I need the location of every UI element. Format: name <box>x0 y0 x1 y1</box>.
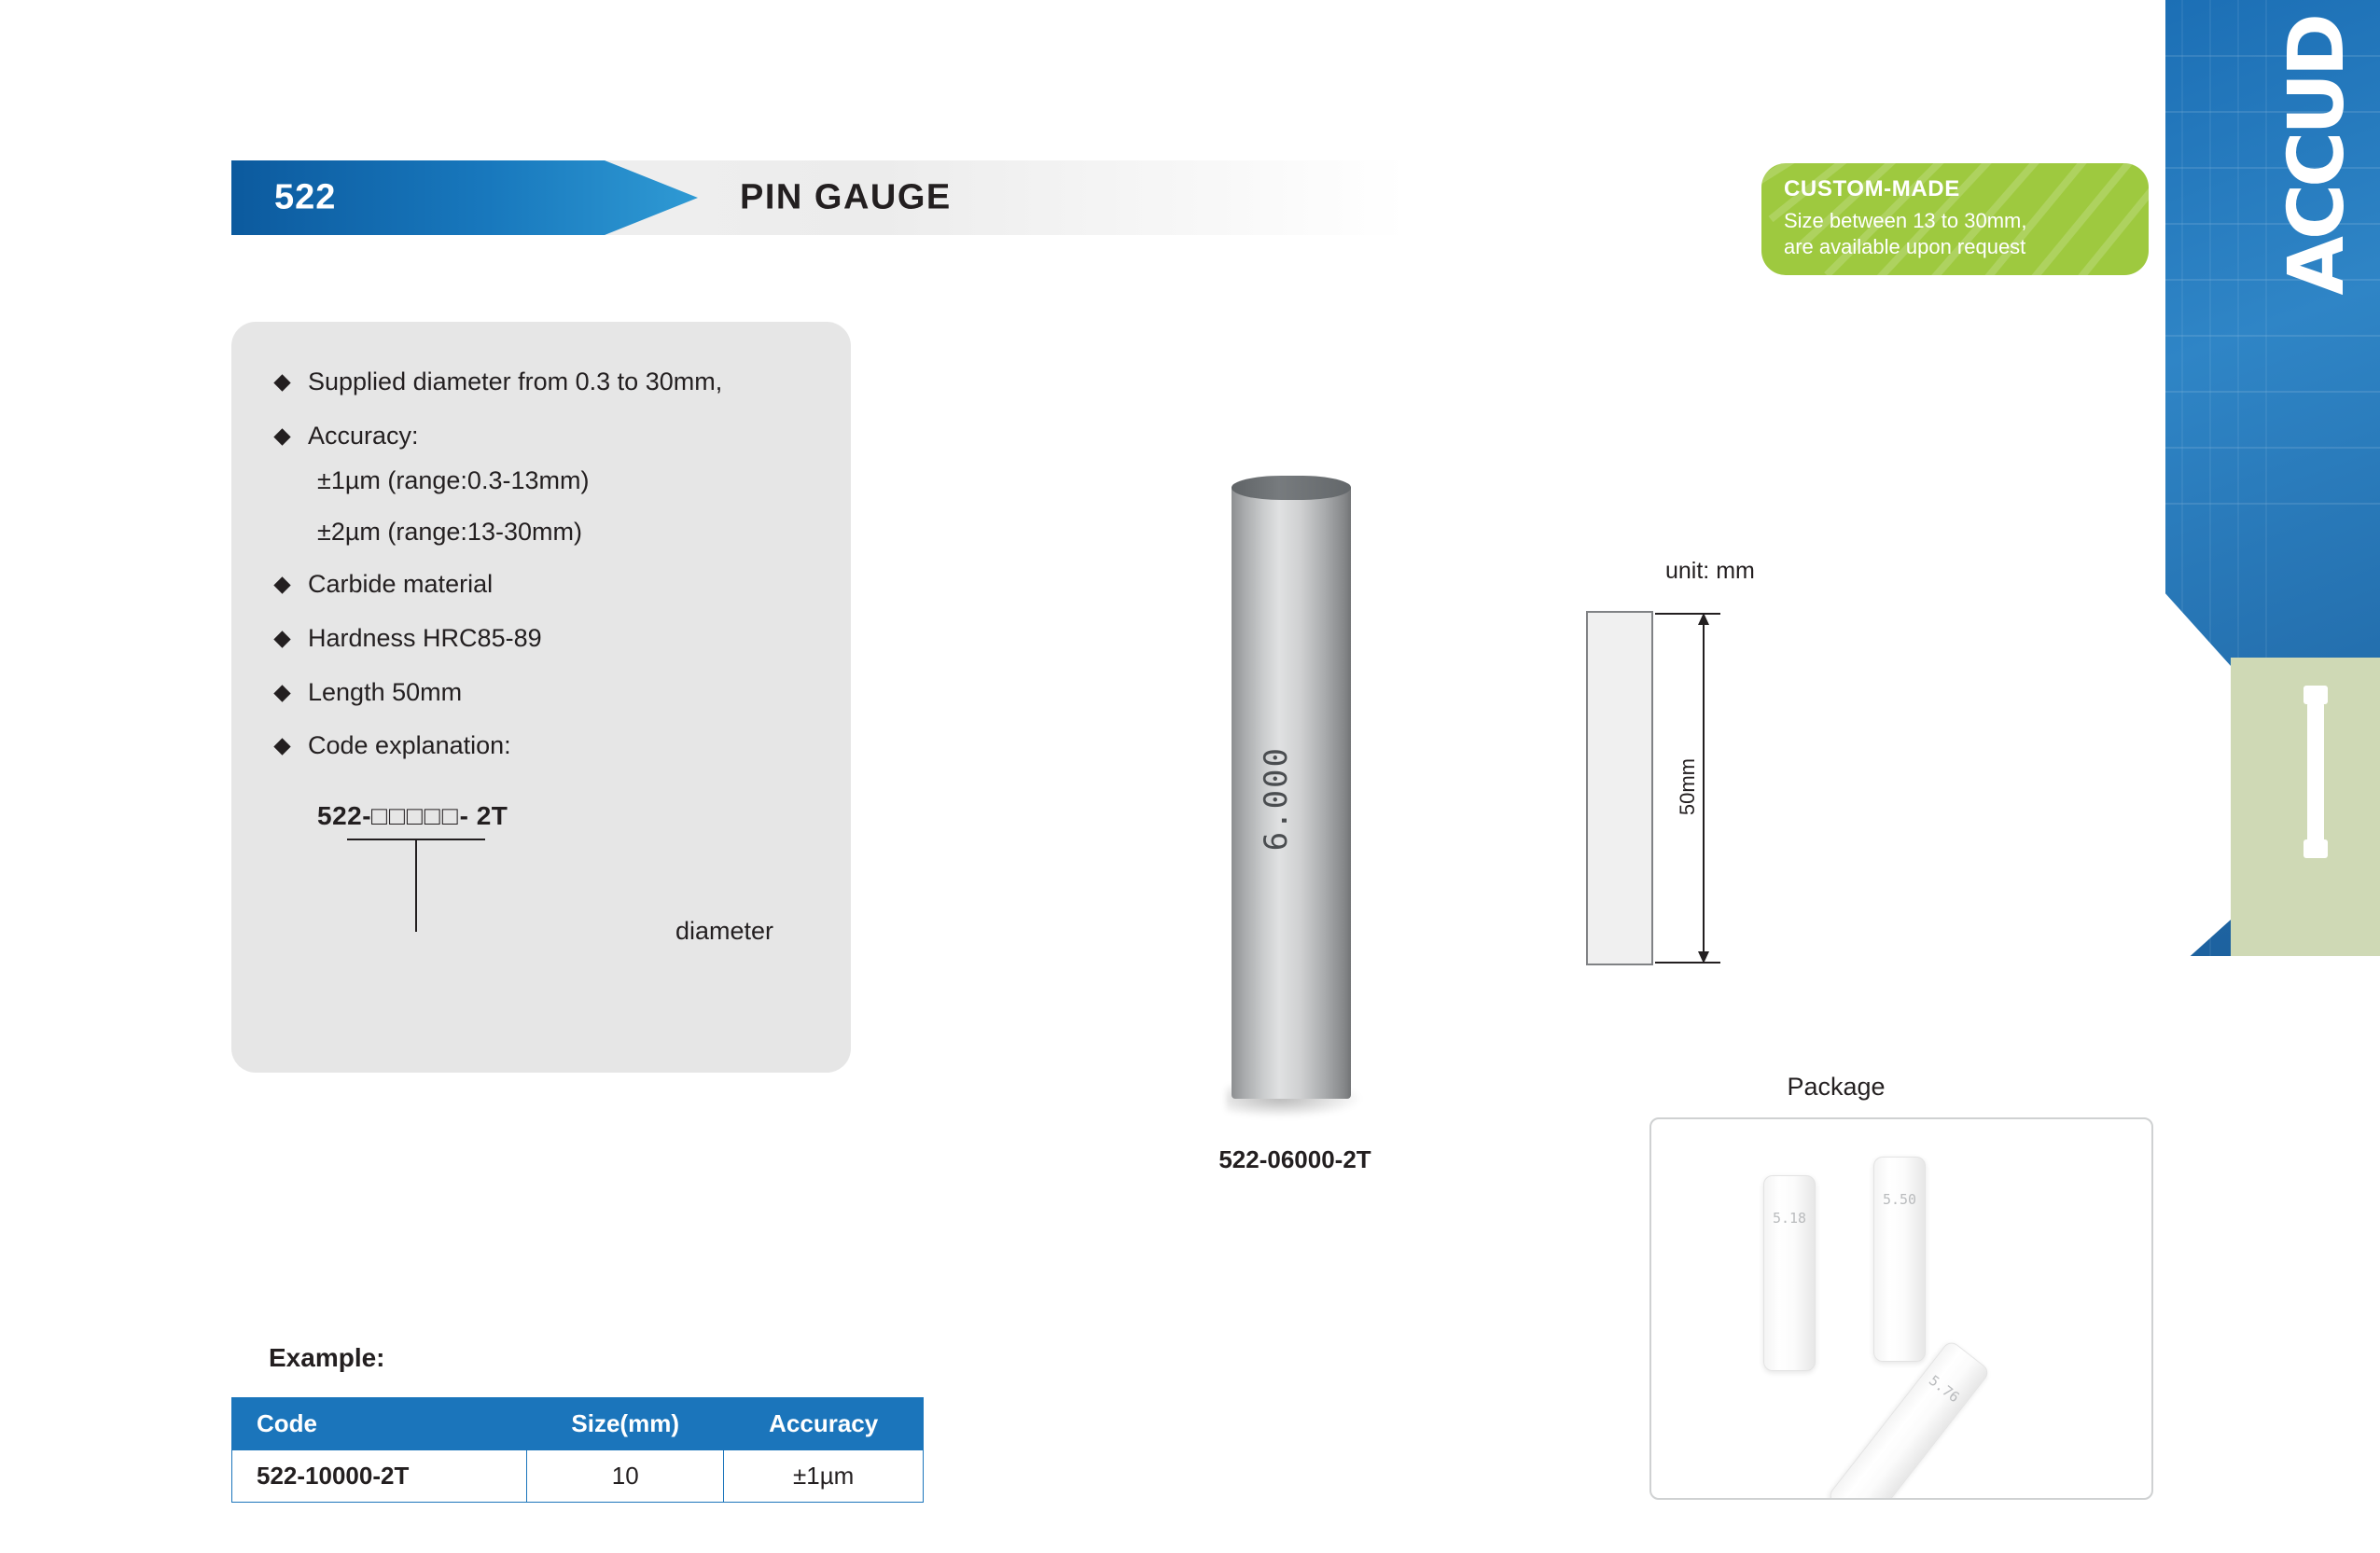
dimension-extension-bottom <box>1655 962 1720 964</box>
specifications-list <box>272 367 814 452</box>
spec-text: Hardness HRC85-89 <box>308 623 542 652</box>
spec-item-material <box>272 569 814 601</box>
dimension-arrow-bottom-icon <box>1698 951 1709 964</box>
package-title: Package <box>1787 1073 1886 1101</box>
package-photo <box>1649 1117 2153 1500</box>
spec-text: Accuracy: <box>308 421 419 450</box>
pin-gauge-icon <box>2303 686 2328 858</box>
spec-item-accuracy <box>272 421 814 452</box>
pin-gauge-top-face <box>1232 476 1351 500</box>
bullet-diamond-icon <box>273 374 290 391</box>
bullet-diamond-icon <box>273 576 290 593</box>
spec-text: Supplied diameter from 0.3 to 30mm, <box>308 367 723 395</box>
unit-label: unit: mm <box>1665 558 1755 584</box>
pin-engraving-text: 6.000 <box>1258 746 1295 852</box>
pin-side-view <box>1586 611 1653 965</box>
bullet-diamond-icon <box>273 685 290 701</box>
page-header <box>231 160 1407 235</box>
specifications-list-2 <box>272 569 814 762</box>
dimension-line <box>1703 613 1705 964</box>
dimension-extension-top <box>1655 613 1720 615</box>
custom-made-title: CUSTOM-MADE <box>1784 176 1960 201</box>
package-pin-3 <box>1827 1339 1991 1500</box>
accuracy-line-1: ±1µm (range:0.3-13mm) <box>317 465 590 494</box>
package-pin-label: 5.50 <box>1882 1191 1917 1208</box>
column-header-size: Size(mm) <box>527 1398 724 1450</box>
table-header-row <box>232 1398 924 1450</box>
cell-size: 10 <box>527 1450 724 1503</box>
package-pin-1 <box>1763 1175 1816 1371</box>
spec-item-hardness <box>272 623 814 655</box>
spec-item-code-explanation <box>272 730 814 762</box>
dimension-length-label: 50mm <box>1676 758 1699 816</box>
column-header-accuracy: Accuracy <box>724 1398 924 1450</box>
code-prefix: 522- <box>317 801 372 830</box>
example-label: Example: <box>269 1343 385 1372</box>
spec-item-length <box>272 677 814 709</box>
dimension-arrow-top-icon <box>1698 613 1709 625</box>
accuracy-line-2: ±2µm (range:13-30mm) <box>317 518 582 547</box>
bullet-diamond-icon <box>273 739 290 756</box>
cell-code: 522-10000-2T <box>232 1450 527 1503</box>
code-format <box>317 801 814 831</box>
spec-text: Code explanation: <box>308 731 511 760</box>
package-pin-label: 5.76 <box>1926 1371 1963 1407</box>
spec-item-diameter <box>272 367 814 398</box>
product-photo <box>1213 466 1371 1138</box>
page-title: PIN GAUGE <box>740 177 952 217</box>
package-pin-label: 5.18 <box>1772 1210 1807 1227</box>
bullet-diamond-icon <box>273 631 290 647</box>
code-callout-label: diameter <box>675 917 774 945</box>
custom-made-line2: are available upon request <box>1784 235 2026 259</box>
code-boxes: □□□□□ <box>371 801 460 830</box>
spec-text: Length 50mm <box>308 677 463 706</box>
product-caption: 522-06000-2T <box>1218 1145 1371 1173</box>
example-table <box>231 1397 924 1503</box>
brand-logo: ACCUD <box>2273 17 2362 296</box>
table-row <box>232 1450 924 1503</box>
package-pin-2 <box>1873 1157 1926 1362</box>
product-series-code: 522 <box>274 177 337 217</box>
dimension-drawing <box>1586 611 1819 975</box>
code-callout-bracket <box>317 831 513 943</box>
code-suffix: - 2T <box>459 801 508 830</box>
spec-text: Carbide material <box>308 570 494 598</box>
column-header-code: Code <box>232 1398 527 1450</box>
custom-made-line1: Size between 13 to 30mm, <box>1784 209 2027 232</box>
custom-made-badge <box>1761 163 2149 275</box>
specifications-panel <box>231 322 851 1073</box>
cell-accuracy: ±1µm <box>724 1450 924 1503</box>
bullet-diamond-icon <box>273 428 290 445</box>
